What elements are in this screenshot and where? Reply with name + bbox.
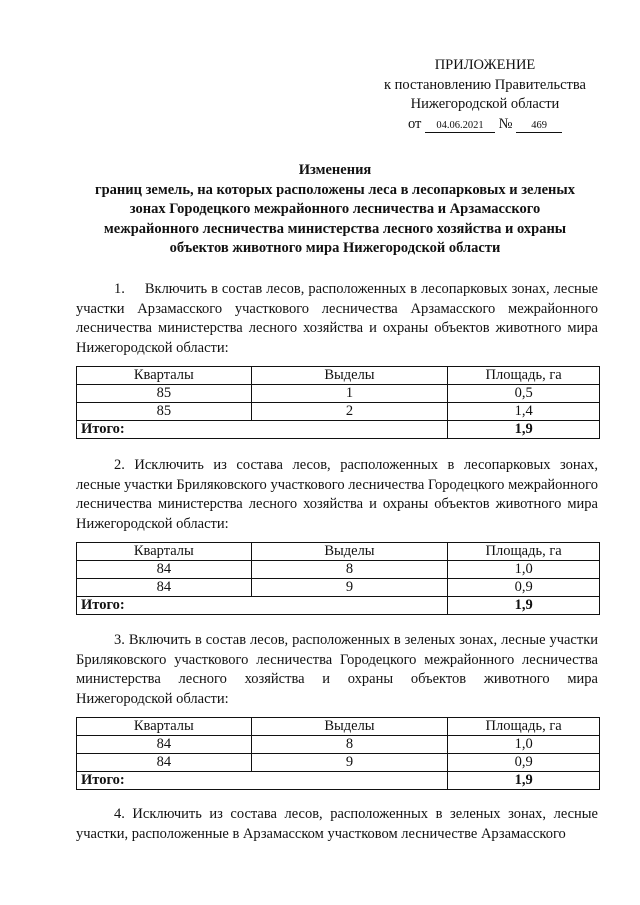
header-plots: Выделы (251, 543, 448, 561)
table-row (77, 754, 600, 772)
cell-plot: 2 (251, 403, 448, 421)
appendix-heading: ПРИЛОЖЕНИЕ (434, 57, 536, 73)
cell-area: 1,0 (448, 736, 600, 754)
number-label: № (498, 115, 513, 132)
total-value: 1,9 (448, 421, 600, 439)
header-quarters: Кварталы (77, 367, 252, 385)
title-line-2: границ земель, на которых расположены леса в лесопарковых и зеленых (95, 181, 575, 198)
section-1-table (76, 366, 600, 439)
cell-plot: 9 (251, 579, 448, 597)
header-area: Площадь, га (448, 367, 600, 385)
table-total-row (77, 772, 600, 790)
cell-quarter: 84 (77, 736, 252, 754)
cell-quarter: 84 (77, 754, 252, 772)
cell-area: 0,5 (448, 385, 600, 403)
section-4-text: 4. Исключить из состава лесов, расположенных в зеленых зонах, лесные участки, расположенные в Арзамасском участковом лесничестве Арзамасского (76, 806, 598, 842)
header-plots: Выделы (251, 367, 448, 385)
cell-plot: 8 (251, 561, 448, 579)
table-row (77, 561, 600, 579)
cell-quarter: 84 (77, 579, 252, 597)
decree-date: 04.06.2021 (425, 119, 495, 133)
total-value: 1,9 (448, 597, 600, 615)
section-2-text: 2. Исключить из состава лесов, расположенных в лесопарковых зонах, лесные участки Бриляковского участкового лесничества Городецкого межрайонного лесничества министерства лесного хозяйства и охраны объектов животного мира Нижегородской области: (76, 457, 598, 532)
section-3-text: 3. Включить в состав лесов, расположенных в зеленых зонах, лесные участки Бриляковского участкового лесничества Городецкого межрайонного лесничества министерства лесного хозяйства и охраны объектов животного мира Нижегородской области: (76, 632, 598, 707)
section-1-text: 1. Включить в состав лесов, расположенных в лесопарковых зонах, лесные участки Арзамасского участкового лесничества Арзамасского межрайонного лесничества министерства лесного хозяйства и охраны объектов животного мира Нижегородской области: (76, 281, 598, 356)
table-row (77, 736, 600, 754)
total-label: Итого: (77, 421, 448, 439)
total-label: Итого: (77, 772, 448, 790)
cell-area: 0,9 (448, 579, 600, 597)
title-line-3: зонах Городецкого межрайонного лесничества и Арзамасского (129, 201, 541, 217)
appendix-date-number (360, 115, 610, 135)
header-quarters: Кварталы (77, 718, 252, 736)
title-line-4: межрайонного лесничества министерства лесного хозяйства и охраны (103, 220, 567, 237)
section-3-table (76, 717, 600, 790)
table-header-row (77, 367, 600, 385)
table-row (77, 579, 600, 597)
cell-quarter: 84 (77, 561, 252, 579)
cell-area: 0,9 (448, 754, 600, 772)
total-value: 1,9 (448, 772, 600, 790)
document-title (60, 161, 610, 259)
appendix-block (360, 56, 610, 134)
cell-quarter: 85 (77, 385, 252, 403)
appendix-region: Нижегородской области (410, 96, 560, 112)
cell-quarter: 85 (77, 403, 252, 421)
cell-area: 1,0 (448, 561, 600, 579)
header-quarters: Кварталы (77, 543, 252, 561)
header-area: Площадь, га (448, 718, 600, 736)
from-label: от (407, 115, 422, 132)
section-2-table (76, 542, 600, 615)
header-area: Площадь, га (448, 543, 600, 561)
table-row (77, 403, 600, 421)
title-line-5: объектов животного мира Нижегородской области (169, 240, 501, 256)
table-total-row (77, 597, 600, 615)
appendix-decree-ref: к постановлению Правительства (384, 76, 586, 93)
title-line-1: Изменения (298, 162, 372, 178)
total-label: Итого: (77, 597, 448, 615)
cell-plot: 9 (251, 754, 448, 772)
decree-number: 469 (516, 119, 562, 133)
table-row (77, 385, 600, 403)
cell-area: 1,4 (448, 403, 600, 421)
table-header-row (77, 543, 600, 561)
cell-plot: 8 (251, 736, 448, 754)
header-plots: Выделы (251, 718, 448, 736)
table-header-row (77, 718, 600, 736)
table-total-row (77, 421, 600, 439)
cell-plot: 1 (251, 385, 448, 403)
